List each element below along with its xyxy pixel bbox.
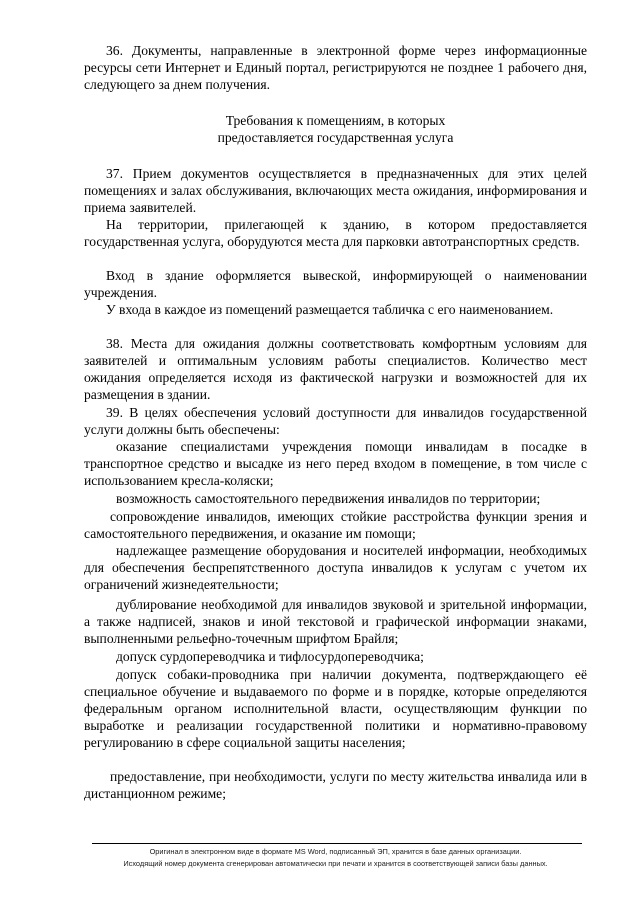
footer-line-2: Исходящий номер документа сгенерирован автоматически при печати и хранится в соответствующей записи базы данных. <box>123 859 548 868</box>
section-heading-line-2: предоставляется государственная услуга <box>217 130 454 145</box>
paragraph-36: 36. Документы, направленные в электронной форме через информационные ресурсы сети Интернет и Единый портал, регистрируются не позднее 1 рабочего дня, следующего за днем получения. <box>84 43 587 93</box>
list-item-equipment-placement: надлежащее размещение оборудования и носителей информации, необходимых для обеспечения беспрепятственного доступа инвалидов к услугам с учетом их ограничений жизнедеятельности; <box>84 543 587 593</box>
footer-line-1: Оригинал в электронном виде в формате MS Word, подписанный ЭП, хранится в базе данных организации. <box>149 847 522 856</box>
paragraph-parking: На территории, прилегающей к зданию, в котором предоставляется государственная услуга, оборудуются места для парковки автотранспортных средств. <box>84 217 587 250</box>
paragraph-37: 37. Прием документов осуществляется в предназначенных для этих целей помещениях и залах обслуживания, включающих места ожидания, информирования и приема заявителей. <box>84 166 587 216</box>
list-item-home-service: предоставление, при необходимости, услуги по месту жительства инвалида или в дистанционном режиме; <box>84 769 587 802</box>
paragraph-room-plate: У входа в каждое из помещений размещается табличка с его наименованием. <box>106 302 554 317</box>
list-item-sign-interpreter: допуск сурдопереводчика и тифлосурдопереводчика; <box>116 649 424 664</box>
paragraph-entrance-sign: Вход в здание оформляется вывеской, информирующей о наименовании учреждения. <box>84 268 587 301</box>
list-item-guide-dog: допуск собаки-проводника при наличии документа, подтверждающего её специальное обучение и выдаваемого по форме и в порядке, которые определяются федеральным органом исполнительной власти, осуществляющим функции по выработке и реализации государственной политики и нормативно-правовому регулированию в сфере социальной защиты населения; <box>84 667 587 751</box>
list-item-braille-duplication: дублирование необходимой для инвалидов звуковой и зрительной информации, а также надписей, знаков и иной текстовой и графической информации знаками, выполненными рельефно-точечным шрифтом Брайля; <box>84 597 587 647</box>
paragraph-39: 39. В целях обеспечения условий доступности для инвалидов государственной услуги должны быть обеспечены: <box>84 405 587 438</box>
list-item-assistance: оказание специалистами учреждения помощи инвалидам в посадке в транспортное средство и высадке из него перед входом в помещение, в том числе с использованием кресла-коляски; <box>84 439 587 489</box>
list-item-escort: сопровождение инвалидов, имеющих стойкие расстройства функции зрения и самостоятельного передвижения, и оказание им помощи; <box>84 509 587 542</box>
paragraph-38: 38. Места для ожидания должны соответствовать комфортным условиям для заявителей и оптимальным условиям работы специалистов. Количество мест ожидания определяется исходя из фактической нагрузки и возможностей для их размещения в здании. <box>84 336 587 403</box>
section-heading-line-1: Требования к помещениям, в которых <box>225 113 446 128</box>
list-item-self-movement: возможность самостоятельного передвижения инвалидов по территории; <box>116 491 541 506</box>
footer-divider <box>92 843 582 844</box>
